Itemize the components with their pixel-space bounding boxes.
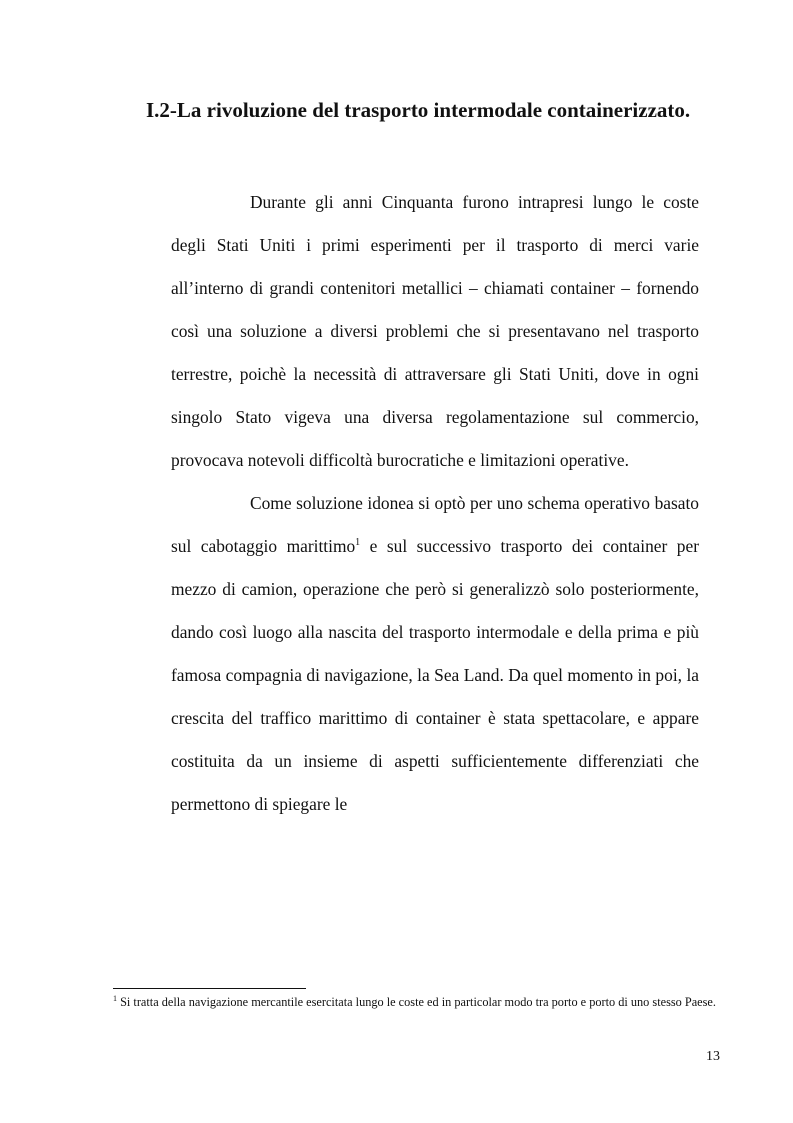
body-text: [171, 181, 699, 826]
footnote-marker: 1: [113, 994, 117, 1003]
footnote-text: Si tratta della navigazione mercantile esercitata lungo le coste ed in particolar modo tra porto e porto di uno stesso Paese.: [117, 995, 716, 1009]
paragraph-2-text-before-note: Come soluzione idonea si optò per uno schema operativo basato sul cabotaggio marittimo: [171, 493, 699, 556]
page-number: 13: [706, 1049, 720, 1064]
paragraph-1: Durante gli anni Cinquanta furono intrapresi lungo le coste degli Stati Uniti i primi esperimenti per il trasporto di merci varie all’interno di grandi contenitori metallici – chiamati container – fornendo così una soluzione a diversi problemi che si presentavano nel trasporto terrestre, poichè la necessità di attraversare gli Stati Uniti, dove in ogni singolo Stato vigeva una diversa regolamentazione sul commercio, provocava notevoli difficoltà burocratiche e limitazioni operative.: [171, 192, 699, 470]
paragraph-2: [171, 482, 699, 826]
footnote-reference: 1: [355, 537, 361, 548]
footnote: [113, 994, 719, 1011]
footnote-separator: [113, 988, 306, 989]
section-heading: I.2-La rivoluzione del trasporto intermodale containerizzato.: [146, 98, 691, 122]
paragraph-2-text-after-note: e sul successivo trasporto dei container per mezzo di camion, operazione che però si generalizzò solo posteriormente, dando così luogo alla nascita del trasporto intermodale e della prima e più famosa compagnia di navigazione, la Sea Land. Da quel momento in poi, la crescita del traffico marittimo di container è stata spettacolare, e appare costituita da un insieme di aspetti sufficientemente differenziati che permettono di spiegare le: [171, 536, 699, 814]
